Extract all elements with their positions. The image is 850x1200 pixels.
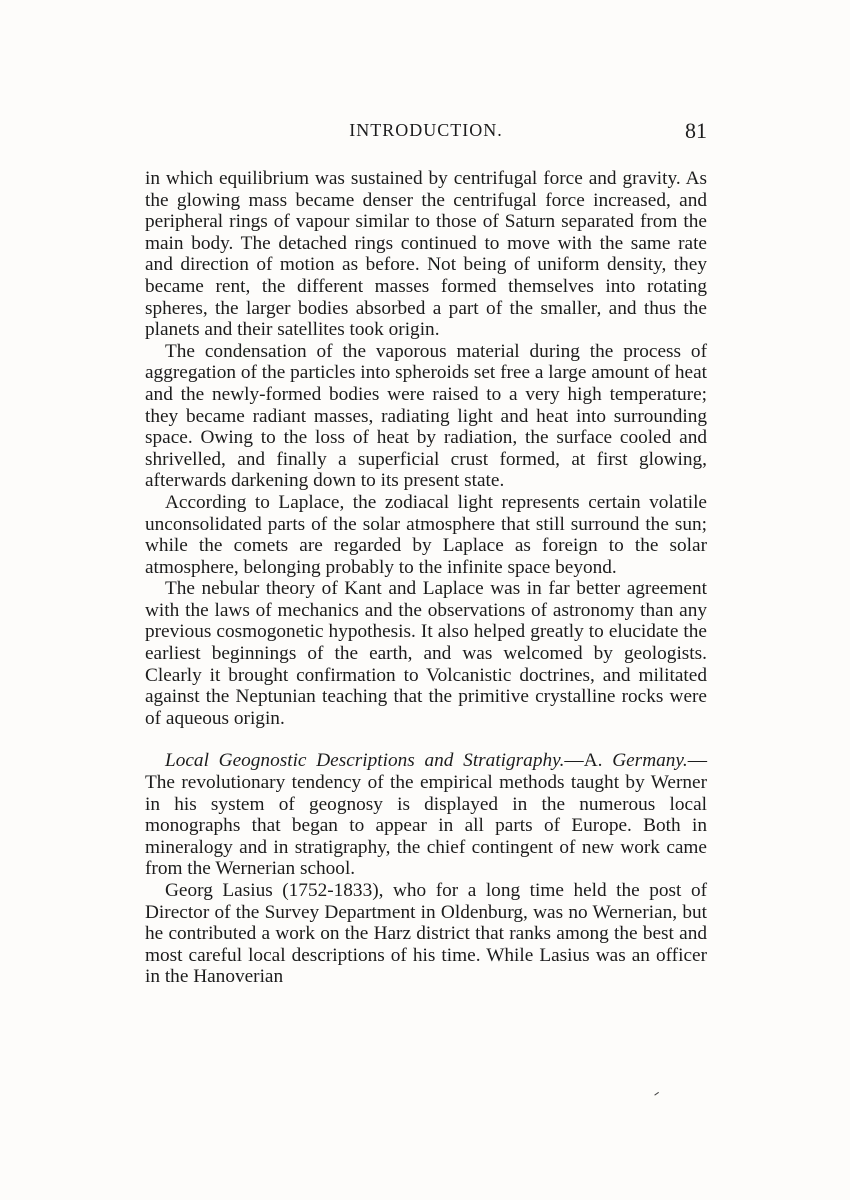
paragraph-lasius: Georg Lasius (1752-1833), who for a long time held the post of Director of the Survey Department in Oldenburg, was no Wernerian, but he contributed a work on the Harz district that ranks among the best and most careful local descriptions of his time. While Lasius was an officer in the Hanoverian	[145, 880, 707, 988]
section-heading: Local Geognostic Descriptions and Stratigraphy.	[165, 750, 565, 772]
running-title: INTRODUCTION.	[349, 120, 503, 140]
body-text	[145, 168, 707, 988]
running-head	[145, 120, 707, 150]
section-heading-prefix: —A.	[564, 750, 613, 772]
print-speck	[654, 1092, 660, 1098]
paragraph-local-descriptions	[145, 750, 707, 880]
paragraph-condensation: The condensation of the vaporous material during the process of aggregation of the particles into spheroids set free a large amount of heat and the newly-formed bodies were raised to a very high temperature; they became radiant masses, radiating light and heat into surrounding space. Owing to the loss of heat by radiation, the surface cooled and shrivelled, and finally a superficial crust formed, at first glowing, afterwards darkening down to its present state.	[145, 340, 707, 492]
section-subheading: Germany.	[612, 750, 688, 772]
paragraph-continuation: in which equilibrium was sustained by centrifugal force and gravity. As the glowing mass became denser the centrifugal force increased, and peripheral rings of vapour similar to those of Saturn separated from the main body. The detached rings continued to move with the same rate and direction of motion as before. Not being of uniform density, they became rent, the different masses formed themselves into rotating spheres, the larger bodies absorbed a part of the smaller, and thus the planets and their satellites took origin.	[145, 168, 707, 341]
paragraph-nebular-theory: The nebular theory of Kant and Laplace was in far better agreement with the laws of mechanics and the observations of astronomy than any previous cosmogonetic hypothesis. It also helped greatly to elucidate the earliest beginnings of the earth, and was welcomed by geologists. Clearly it brought confirmation to Volcanistic doctrines, and militated against the Neptunian teaching that the primitive crystalline rocks were of aqueous origin.	[145, 578, 707, 729]
paragraph-zodiacal-light: According to Laplace, the zodiacal light represents certain volatile unconsolidated parts of the solar atmosphere that still surround the sun; while the comets are regarded by Laplace as foreign to the solar atmosphere, belonging probably to the infinite space beyond.	[145, 491, 707, 578]
section-text: —The revolutionary tendency of the empirical methods taught by Werner in his system of geognosy is displayed in the numerous local monographs that began to appear in all parts of Europe. Both in mineralogy and in stratigraphy, the chief contingent of new work came from the Wernerian school.	[145, 750, 707, 880]
page-number: 81	[685, 118, 707, 143]
